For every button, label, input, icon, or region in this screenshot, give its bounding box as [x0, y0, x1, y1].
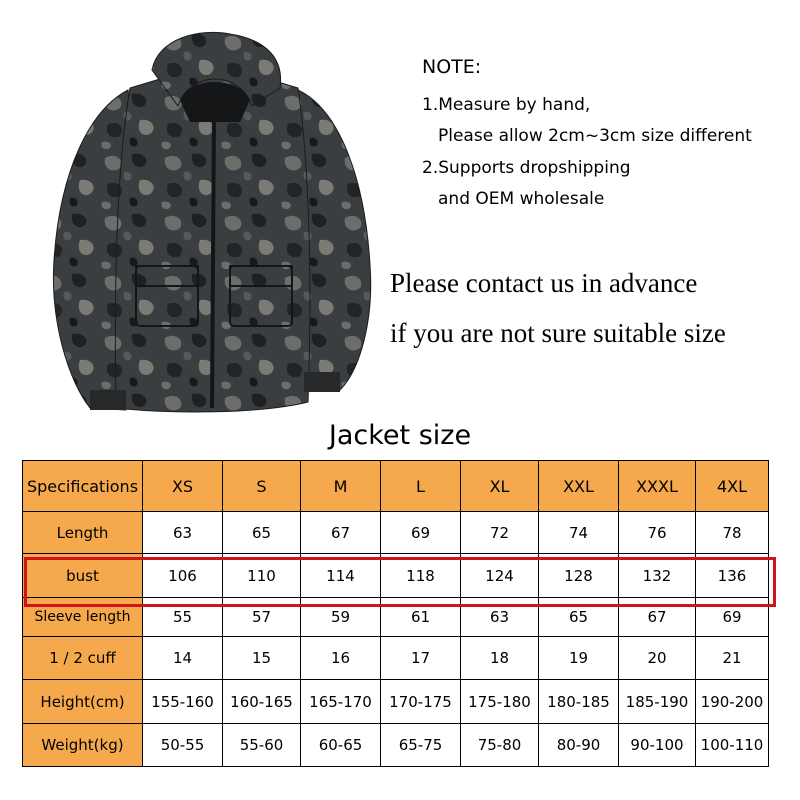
table-cell: 15 — [223, 637, 301, 680]
note-title: NOTE: — [422, 56, 482, 78]
table-cell: 160-165 — [223, 680, 301, 724]
table-cell: 132 — [619, 554, 696, 598]
table-cell: 61 — [381, 598, 461, 637]
table-row-sleeve-length — [23, 598, 769, 637]
table-cell: 100-110 — [696, 724, 769, 767]
table-cell: 55-60 — [223, 724, 301, 767]
table-cell: 180-185 — [539, 680, 619, 724]
table-cell: 14 — [143, 637, 223, 680]
header-cell-size: XXXL — [619, 461, 696, 512]
table-cell: 21 — [696, 637, 769, 680]
table-cell: 118 — [381, 554, 461, 598]
header-cell-size: XL — [461, 461, 539, 512]
header-cell-size: L — [381, 461, 461, 512]
size-table-title: Jacket size — [328, 420, 472, 451]
table-cell: 67 — [301, 512, 381, 554]
note-tolerance-line: Please allow 2cm~3cm size different — [438, 126, 752, 146]
header-cell-specifications: Specifications — [23, 461, 143, 512]
table-cell: 90-100 — [619, 724, 696, 767]
table-cell: 74 — [539, 512, 619, 554]
table-cell: 78 — [696, 512, 769, 554]
table-cell: 57 — [223, 598, 301, 637]
header-cell-size: XS — [143, 461, 223, 512]
table-cell: 185-190 — [619, 680, 696, 724]
size-chart-table — [22, 460, 769, 767]
table-cell: 170-175 — [381, 680, 461, 724]
table-cell: 75-80 — [461, 724, 539, 767]
table-cell: 17 — [381, 637, 461, 680]
jacket-product-image — [40, 30, 385, 420]
table-cell: 63 — [143, 512, 223, 554]
table-cell: 55 — [143, 598, 223, 637]
table-cell: 50-55 — [143, 724, 223, 767]
contact-size-text: if you are not sure suitable size — [390, 318, 726, 348]
table-cell: 65-75 — [381, 724, 461, 767]
table-cell: 72 — [461, 512, 539, 554]
header-cell-size: S — [223, 461, 301, 512]
table-cell: 69 — [696, 598, 769, 637]
table-cell: 59 — [301, 598, 381, 637]
table-cell: 20 — [619, 637, 696, 680]
table-cell: 19 — [539, 637, 619, 680]
table-cell: 67 — [619, 598, 696, 637]
table-cell: 65 — [223, 512, 301, 554]
table-cell: 114 — [301, 554, 381, 598]
table-row-length — [23, 512, 769, 554]
table-cell: 128 — [539, 554, 619, 598]
contact-advance-text: Please contact us in advance — [390, 268, 698, 298]
header-cell-size: 4XL — [696, 461, 769, 512]
table-row-bust — [23, 554, 769, 598]
note-measure-line: 1.Measure by hand, — [422, 95, 591, 115]
table-cell: 106 — [143, 554, 223, 598]
table-cell: 190-200 — [696, 680, 769, 724]
table-row-weight — [23, 724, 769, 767]
table-cell: 18 — [461, 637, 539, 680]
table-cell: 76 — [619, 512, 696, 554]
table-row-height — [23, 680, 769, 724]
header-cell-size: XXL — [539, 461, 619, 512]
table-cell: 155-160 — [143, 680, 223, 724]
table-cell: 80-90 — [539, 724, 619, 767]
header-cell-size: M — [301, 461, 381, 512]
table-cell: 165-170 — [301, 680, 381, 724]
row-label-bust: bust — [23, 554, 143, 598]
table-cell: 110 — [223, 554, 301, 598]
table-cell: 69 — [381, 512, 461, 554]
row-label-height: Height(cm) — [23, 680, 143, 724]
row-label-sleeve-length: Sleeve length — [23, 598, 143, 637]
table-cell: 136 — [696, 554, 769, 598]
table-cell: 65 — [539, 598, 619, 637]
note-wholesale-line: and OEM wholesale — [438, 189, 605, 209]
row-label-half-cuff: 1 / 2 cuff — [23, 637, 143, 680]
table-cell: 124 — [461, 554, 539, 598]
row-label-length: Length — [23, 512, 143, 554]
table-cell: 16 — [301, 637, 381, 680]
row-label-weight: Weight(kg) — [23, 724, 143, 767]
table-row-half-cuff — [23, 637, 769, 680]
table-cell: 60-65 — [301, 724, 381, 767]
table-cell: 63 — [461, 598, 539, 637]
note-dropshipping-line: 2.Supports dropshipping — [422, 158, 631, 178]
table-header-row — [23, 461, 769, 512]
table-cell: 175-180 — [461, 680, 539, 724]
